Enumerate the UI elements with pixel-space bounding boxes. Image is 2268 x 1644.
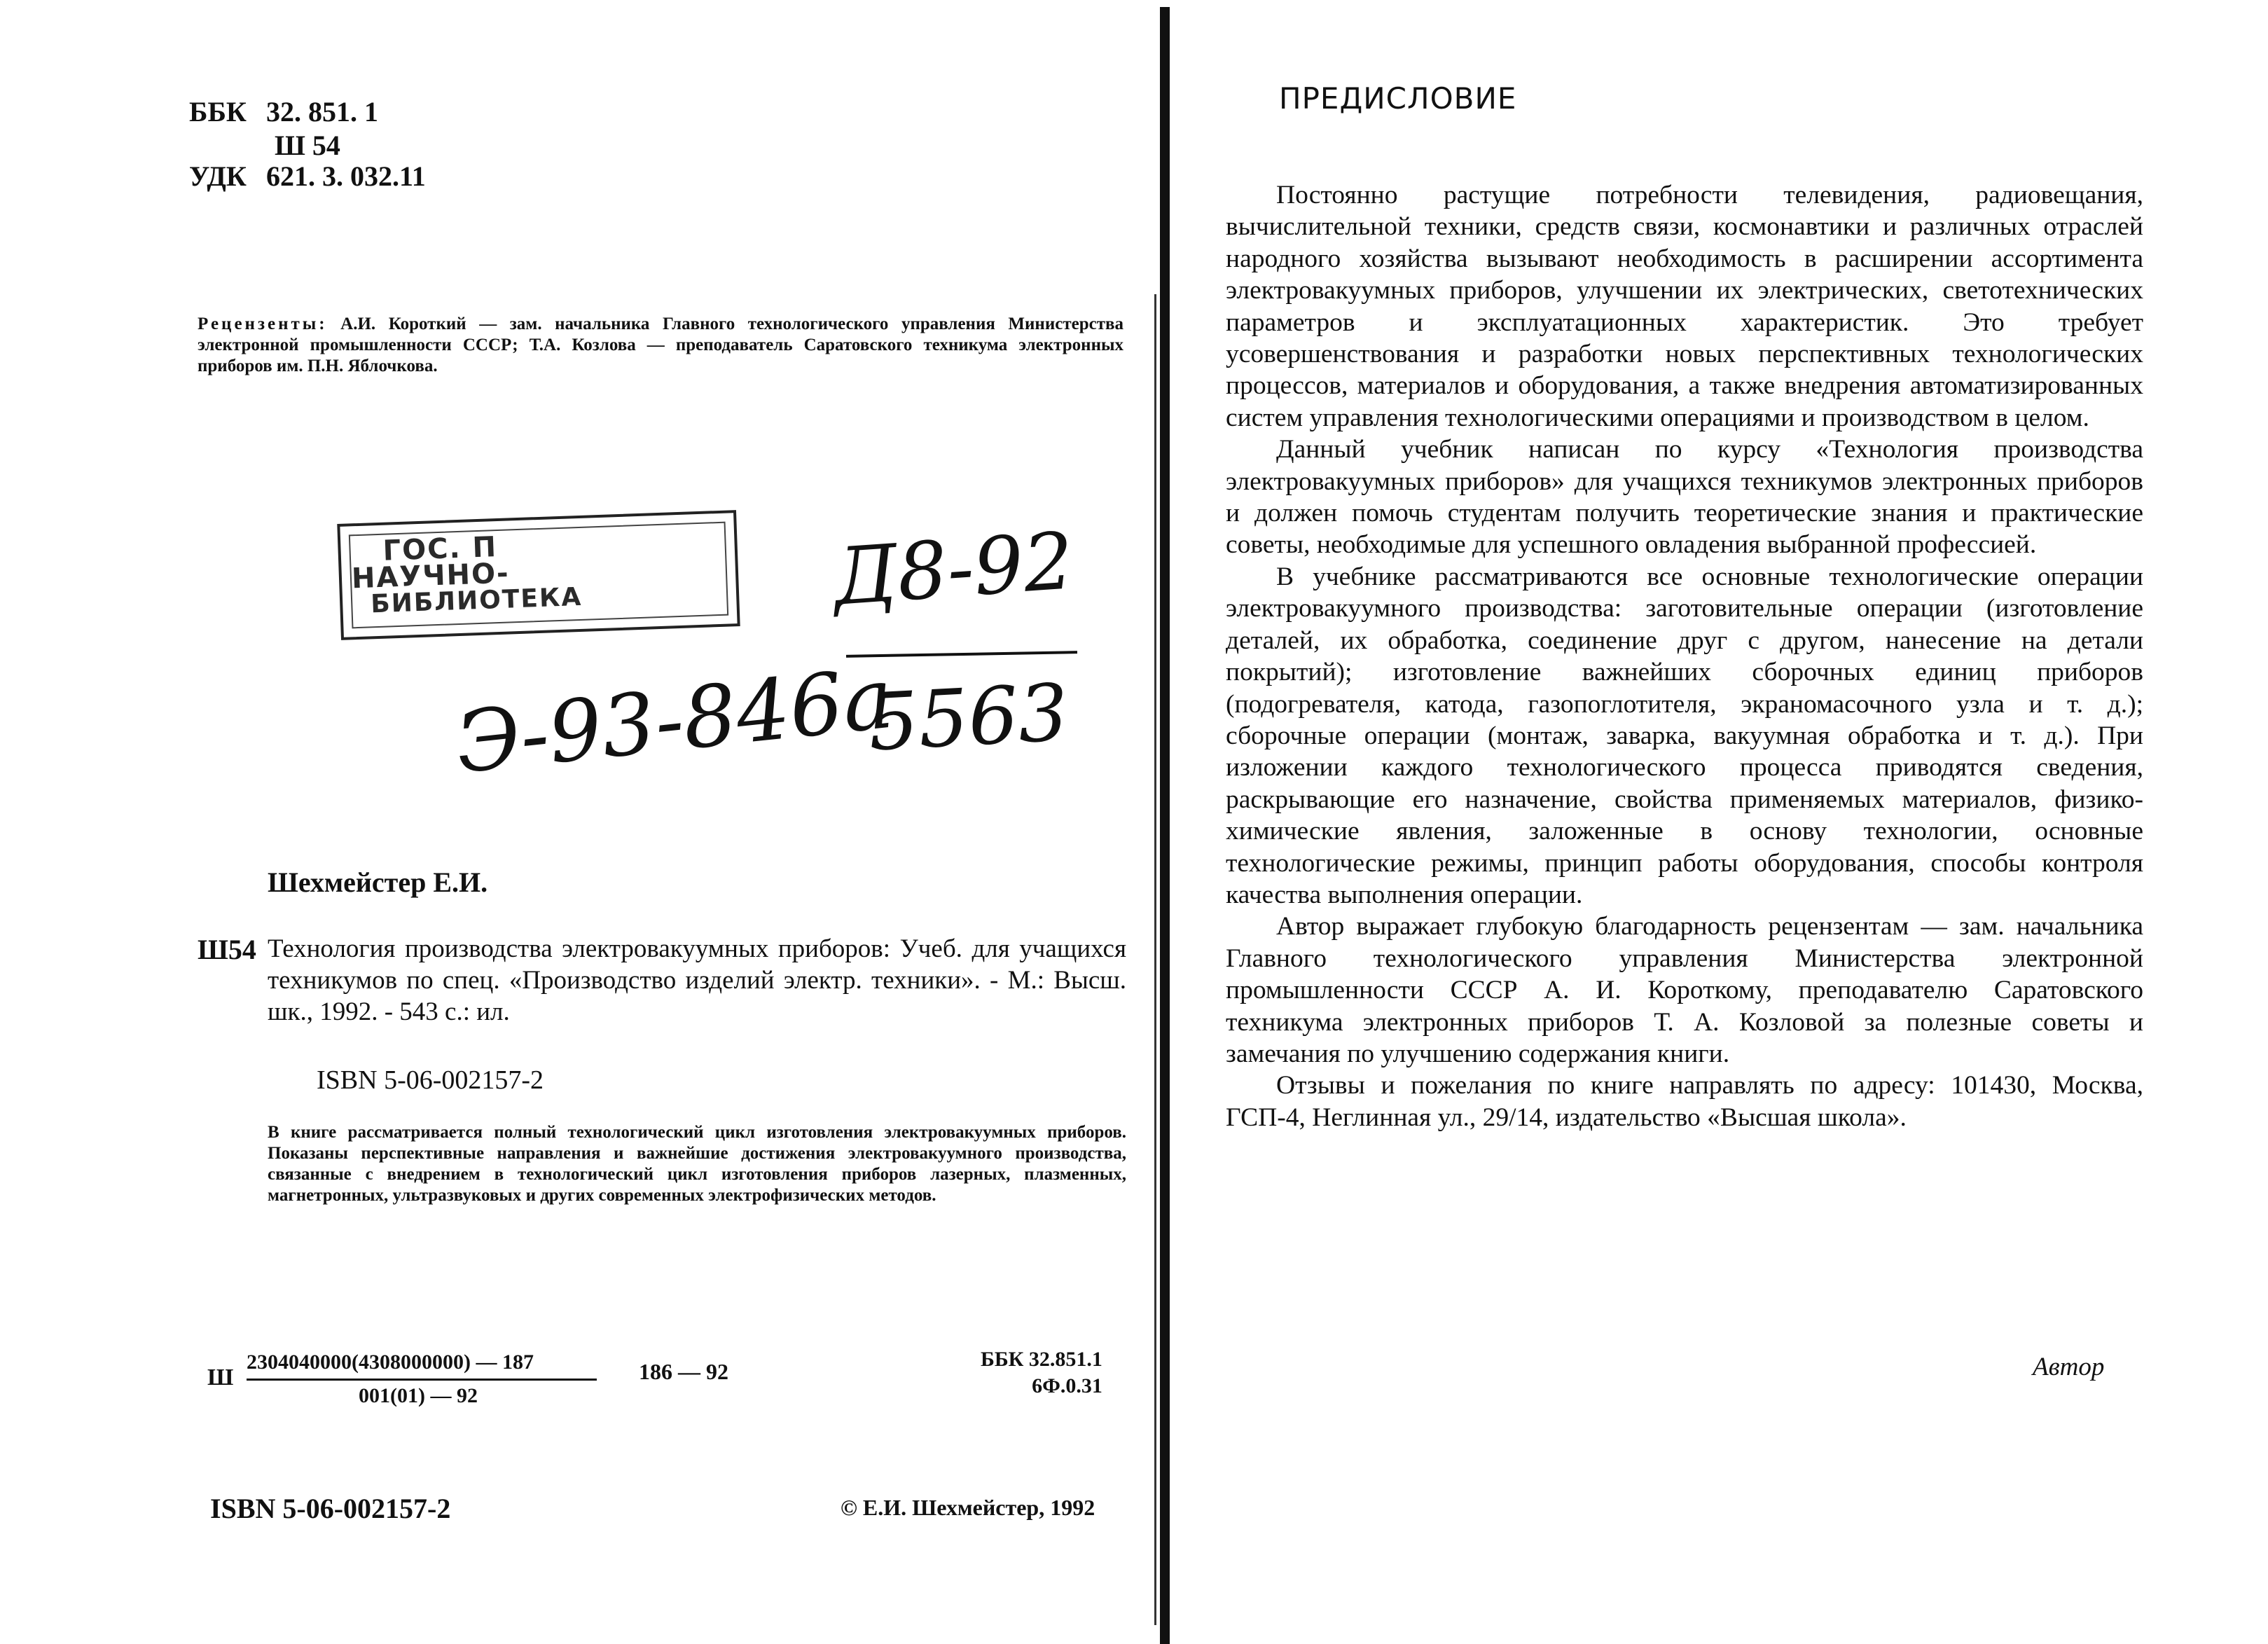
book-spine xyxy=(1154,0,1175,1644)
author-signature: Автор xyxy=(2033,1353,2105,1381)
foreword-paragraph: Постоянно растущие потребности телевидения, радиовещания, вычислительной техники, средств связи, космонавтики и различных отраслей народного хозяйства вызывают необходимость в расширении ассортимента электровакуумных приборов, улучшении их электрических, светотехнических параметров и эксплуатационных характеристик. Это требует усовершенствования и разработки новых перспективных технологических процессов, материалов и оборудования, а также внедрения автоматизированных систем управления технологическими операциями и производством в целом. xyxy=(1226,181,2143,432)
copyright-notice: © Е.И. Шехмейстер, 1992 xyxy=(841,1495,1095,1520)
foreword-paragraph: Данный учебник написан по курсу «Технология производства электровакуумных приборов» для учащихся техникумов электронных приборов и должен помочь студентам получить теоретические знания и практические советы, необходимые для успешного овладения выбранной профессией. xyxy=(1226,435,2143,560)
foreword-paragraph: Отзывы и пожелания по книге направлять по адресу: 101430, Москва, ГСП-4, Неглинная ул., 29/14, издательство «Высшая школа». xyxy=(1226,1071,2143,1132)
foreword-body xyxy=(1226,179,2143,1133)
page-edge xyxy=(1154,294,1156,1625)
stamp-line: НАУЧНО- xyxy=(351,557,511,595)
publication-code: 186 — 92 xyxy=(639,1359,728,1384)
bbk-bottom-line: 6Ф.0.31 xyxy=(1032,1374,1102,1397)
right-page xyxy=(1191,0,2268,1644)
author-name: Шехмейстер Е.И. xyxy=(268,866,488,898)
udk-value: 621. 3. 032.11 xyxy=(266,160,426,192)
catalog-code: Ш54 xyxy=(198,934,256,965)
bbk-value: 32. 851. 1 xyxy=(266,96,378,127)
foreword-paragraph: В учебнике рассматриваются все основные технологические операции электровакуумного производства: заготовительные операции (изготовление деталей, их обработка, соединение друг с другом, нанесение на детали покрытий); изготовление важнейших сборочных единиц приборов (подогревателя, катода, газопоглотителя, экраномасочного узла и т. д.); сборочные операции (монтаж, заварка, вакуумная обработка и т. д.). При изложении каждого технологического процесса приводятся сведения, раскрывающие его назначение, свойства применяемых материалов, физико-химические явления, заложенные в основу технологии, основные технологические режимы, принцип работы оборудования, способы контроля качества выполнения операции. xyxy=(1226,562,2143,909)
book-annotation: В книге рассматривается полный технологический цикл изготовления электровакуумных приборов. Показаны перспективные направления и важнейшие достижения электровакуумного производства, связанные с внедрением в технологический цикл изготовления приборов лазерных, плазменных, магнетронных, ультразвуковых и других современных электрофизических методов. xyxy=(268,1123,1126,1205)
reviewers-text: А.И. Короткий — зам. начальника Главного технологического управления Министерства электронной промышленности СССР; Т.А. Козлова — преподаватель Саратовского техникума электронных приборов им. П.Н. Яблочкова. xyxy=(198,315,1123,375)
bibliographic-entry: Технология производства электровакуумных приборов: Учеб. для учащихся техникумов по спец. «Производство изделий электр. техники». - М.: Высш. шк., 1992. - 543 с.: ил. xyxy=(268,934,1126,1026)
bbk-classification xyxy=(189,95,378,129)
handwritten-inventory-mark: Д8-92 xyxy=(830,516,1077,623)
foreword-paragraph: Автор выражает глубокую благодарность рецензентам — зам. начальника Главного технологического управления Министерства электронной промышленности СССР А. И. Короткому, преподавателю Саратовского техникума электронных приборов Т. А. Козловой за полезные советы и замечания по улучшению содержания книги. xyxy=(1226,912,2143,1068)
fraction-prefix: Ш xyxy=(207,1365,234,1390)
stamp-line: ГОС. П xyxy=(382,531,498,567)
fraction-bar xyxy=(247,1379,597,1381)
handwritten-number: 5563 xyxy=(866,667,1071,769)
bbk-bottom xyxy=(981,1346,1102,1400)
bbk-label: ББК xyxy=(189,96,247,127)
spine-shadow xyxy=(1160,7,1170,1644)
bbk-bottom-line: ББК 32.851.1 xyxy=(981,1348,1102,1371)
udk-classification xyxy=(189,160,426,193)
foreword-title: ПРЕДИСЛОВИЕ xyxy=(1279,81,1517,116)
isbn-bottom: ISBN 5-06-002157-2 xyxy=(210,1493,451,1524)
fraction-numerator: 2304040000(4308000000) — 187 xyxy=(247,1351,534,1374)
reviewers-label: Рецензенты: xyxy=(198,315,328,333)
author-sign: Ш 54 xyxy=(275,130,340,161)
stamp-line: БИБЛИОТЕКА xyxy=(370,582,583,619)
fraction-denominator: 001(01) — 92 xyxy=(359,1384,478,1407)
library-stamp xyxy=(337,510,740,640)
handwritten-catalog-number: Э-93-846а xyxy=(451,649,898,793)
isbn-line: ISBN 5-06-002157-2 xyxy=(317,1065,544,1095)
udk-label: УДК xyxy=(189,160,247,192)
reviewers-block xyxy=(198,314,1123,377)
